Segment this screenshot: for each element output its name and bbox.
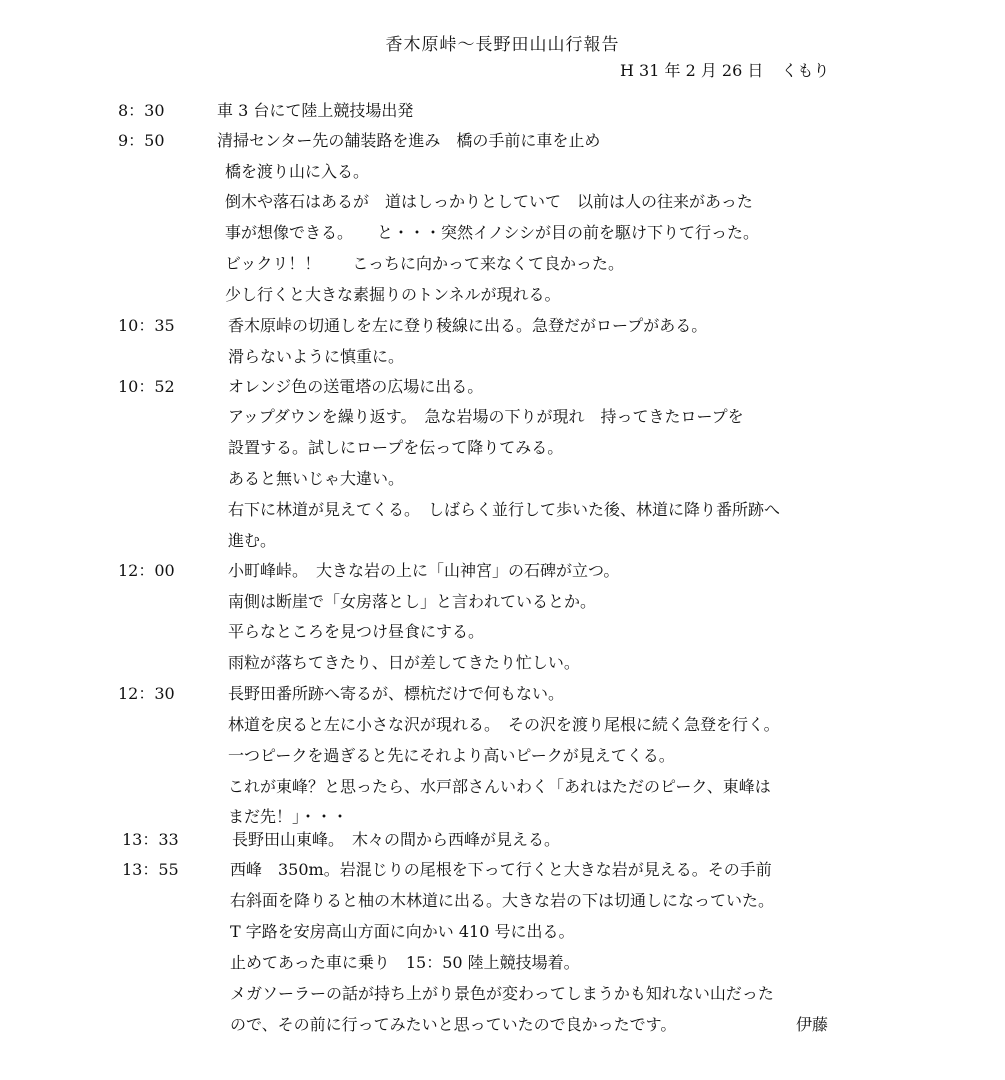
entry-line: 少し行くと大きな素掘りのトンネルが現れる。	[225, 285, 561, 304]
entry-line: 倒木や落石はあるが 道はしっかりとしていて 以前は人の往来があった	[225, 192, 753, 211]
entry-line: 平らなところを見つけ昼食にする。	[228, 622, 485, 641]
entry-time: 9：50	[118, 131, 165, 150]
report-date: H 31 年 2 月 26 日	[620, 61, 764, 80]
entry-time: 12：00	[118, 561, 175, 580]
entry-line: ビックリ！！ こっちに向かって来なくて良かった。	[225, 254, 625, 273]
entry-line: 右下に林道が見えてくる。 しばらく並行して歩いた後、林道に降り番所跡へ	[228, 500, 781, 519]
entry-line: 長野田番所跡へ寄るが、標杭だけで何もない。	[228, 684, 565, 703]
entry-time: 8：30	[118, 101, 165, 120]
entry-time: 10：52	[118, 377, 175, 396]
entry-line: 南側は断崖で「女房落とし」と言われているとか。	[228, 592, 597, 611]
entry-time: 13：33	[122, 830, 179, 849]
report-title: 香木原峠〜長野田山山行報告	[385, 35, 620, 55]
entry-line: 右斜面を降りると柚の木林道に出る。大きな岩の下は切通しになっていた。	[230, 891, 775, 910]
entry-line: 西峰 350m。岩混じりの尾根を下って行くと大きな岩が見える。その手前	[230, 860, 772, 879]
entry-line: あると無いじゃ大違い。	[228, 469, 405, 488]
entry-time: 13：55	[122, 860, 179, 879]
entry-time: 12：30	[118, 684, 175, 703]
entry-line: メガソーラーの話が持ち上がり景色が変わってしまうかも知れない山だった	[230, 984, 774, 1003]
entry-line: 橋を渡り山に入る。	[225, 162, 370, 181]
weather: くもり	[781, 61, 830, 80]
entry-line: 一つピークを過ぎると先にそれより高いピークが見えてくる。	[228, 746, 675, 765]
entry-line: 雨粒が落ちてきたり、日が差してきたり忙しい。	[228, 653, 580, 672]
entry-line: 止めてあった車に乗り 15：50 陸上競技場着。	[230, 953, 580, 972]
entry-line: ので、その前に行ってみたいと思っていたので良かったです。	[230, 1015, 677, 1034]
entry-line: 進む。	[228, 531, 277, 550]
date-line	[620, 58, 829, 81]
author-name: 伊藤	[796, 1015, 829, 1034]
entry-line: まだ先！」・・・	[228, 807, 349, 826]
entry-line: 香木原峠の切通しを左に登り稜線に出る。急登だがロープがある。	[228, 316, 708, 335]
entry-line: 滑らないように慎重に。	[228, 347, 405, 366]
entry-time: 10：35	[118, 316, 175, 335]
entry-line: これが東峰？と思ったら、水戸部さんいわく「あれはただのピーク、東峰は	[228, 777, 771, 796]
entry-line: 林道を戻ると左に小さな沢が現れる。 その沢を渡り尾根に続く急登を行く。	[228, 715, 780, 734]
entry-line: アップダウンを繰り返す。 急な岩場の下りが現れ 持ってきたロープを	[228, 407, 744, 426]
entry-line: 車 3 台にて陸上競技場出発	[217, 101, 414, 120]
entry-line: オレンジ色の送電塔の広場に出る。	[228, 377, 484, 396]
entry-line: 清掃センター先の舗装路を進み 橋の手前に車を止め	[217, 131, 601, 150]
entry-line: 小町峰峠。 大きな岩の上に「山神宮」の石碑が立つ。	[228, 561, 620, 580]
entry-line: 事が想像できる。 と・・・突然イノシシが目の前を駆け下りて行った。	[225, 223, 760, 242]
entry-line: T 字路を安房高山方面に向かい 410 号に出る。	[230, 922, 575, 941]
entry-line: 設置する。試しにロープを伝って降りてみる。	[228, 438, 564, 457]
entry-line: 長野田山東峰。 木々の間から西峰が見える。	[232, 830, 561, 849]
